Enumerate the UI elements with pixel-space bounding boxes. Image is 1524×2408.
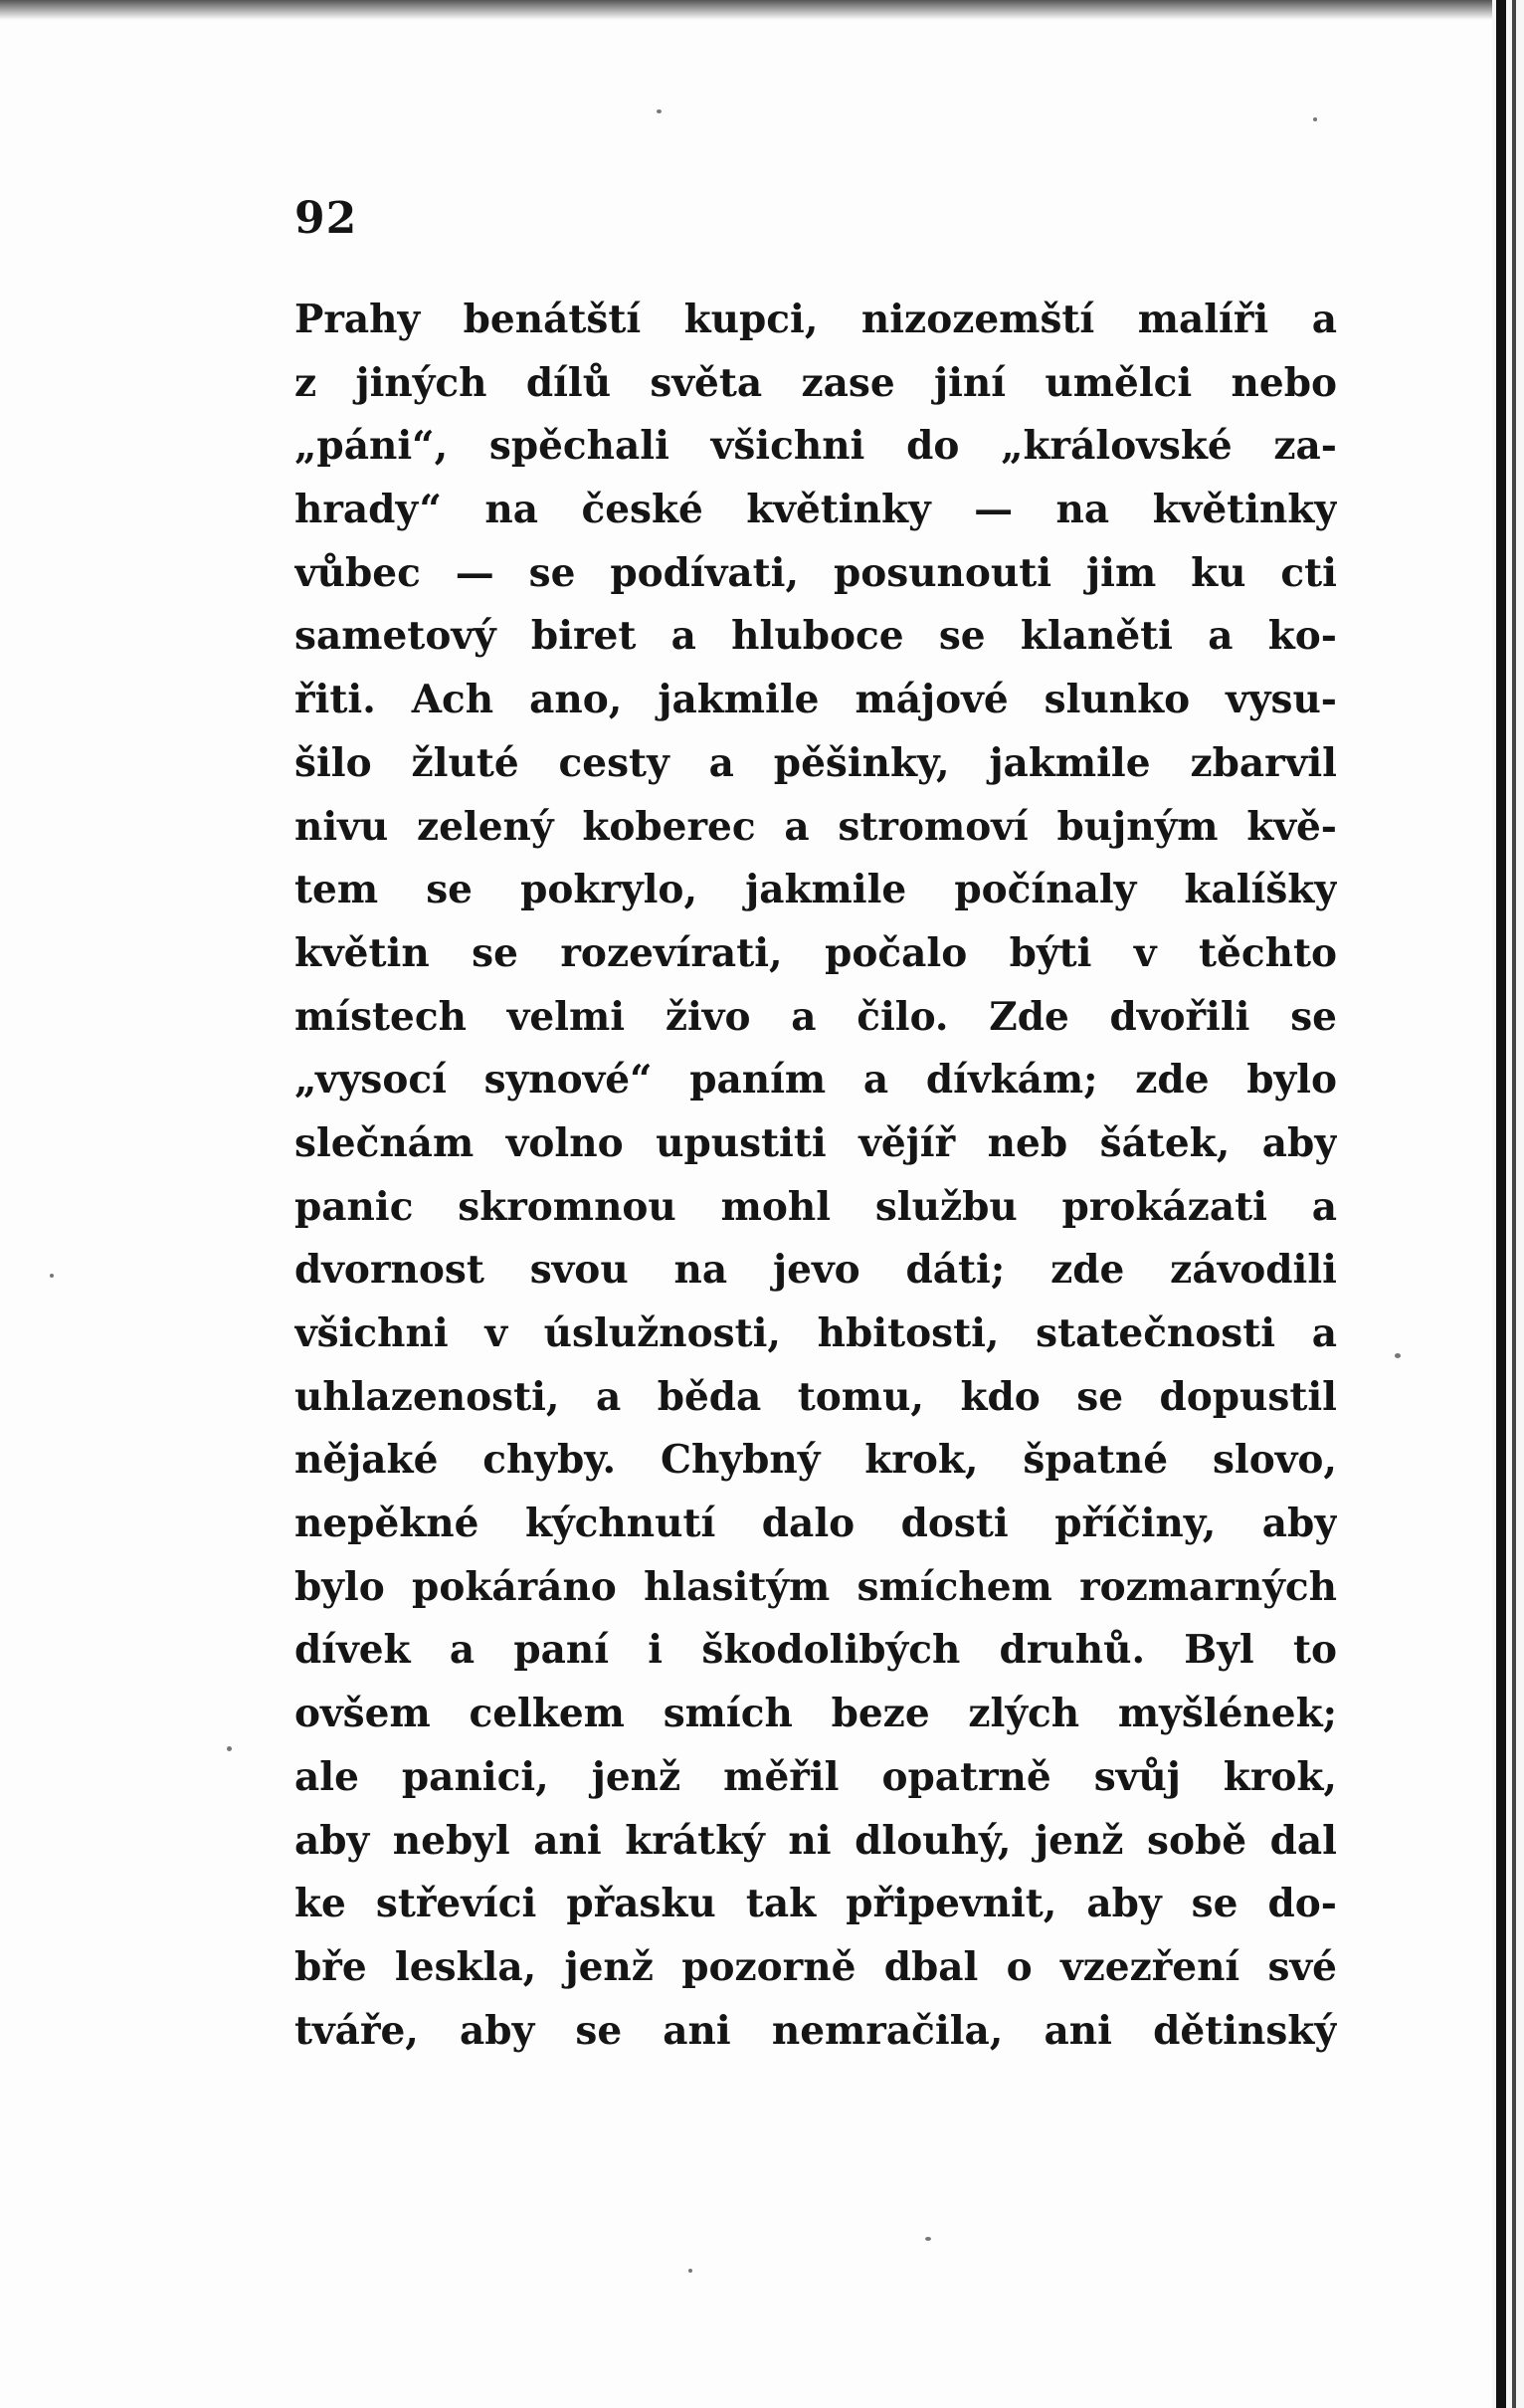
text-line: uhlazenosti, a běda tomu, kdo se dopustil — [294, 1373, 1337, 1420]
text-line: bylo pokáráno hlasitým smíchem rozmarných — [294, 1563, 1337, 1610]
text-line: Prahy benátští kupci, nizozemští malíři a — [294, 297, 1337, 342]
text-line: ke střevíci přasku tak připevnit, aby se do- — [294, 1881, 1337, 1927]
text-line: hrady“ na české květinky — na květinky — [294, 487, 1337, 533]
scan-top-shadow — [0, 0, 1524, 20]
text-line: „vysocí synové“ paním a dívkám; zde bylo — [294, 1057, 1337, 1104]
text-line: ale panici, jenž měřil opatrně svůj krok, — [294, 1753, 1337, 1800]
text-line: z jiných dílů světa zase jiní umělci nebo — [294, 359, 1337, 406]
text-line: tem se pokrylo, jakmile počínaly kalíšky — [294, 867, 1337, 913]
text-line: aby nebyl ani krátký ni dlouhý, jenž sobě dal — [294, 1817, 1337, 1864]
text-line: dvornost svou na jevo dáti; zde závodili — [294, 1247, 1337, 1294]
page-number: 92 — [294, 193, 358, 244]
text-line: řiti. Ach ano, jakmile májové slunko vysu- — [294, 677, 1337, 723]
text-line: ovšem celkem smích beze zlých myšlének; — [294, 1691, 1337, 1737]
text-line: tváře, aby se ani nemračila, ani dětinský — [294, 2007, 1337, 2054]
text-line: nepěkné kýchnutí dalo dosti příčiny, aby — [294, 1501, 1337, 1547]
text-line: vůbec — se podívati, posunouti jim ku cti — [294, 549, 1337, 596]
scan-speck — [688, 2269, 692, 2273]
text-line: místech velmi živo a čilo. Zde dvořili se — [294, 993, 1337, 1040]
body-text — [294, 289, 1337, 2063]
text-line: nivu zelený koberec a stromoví bujným kvě- — [294, 803, 1337, 850]
text-line: panic skromnou mohl službu prokázati a — [294, 1183, 1337, 1230]
text-line: květin se rozevírati, počalo býti v těchto — [294, 929, 1337, 976]
text-line: všichni v úslužnosti, hbitosti, statečnosti a — [294, 1310, 1337, 1356]
text-line: nějaké chyby. Chybný krok, špatné slovo, — [294, 1437, 1337, 1484]
text-line: sametový biret a hluboce se klaněti a ko- — [294, 613, 1337, 660]
text-line: slečnám volno upustiti vějíř neb šátek, aby — [294, 1119, 1337, 1166]
scan-speck — [50, 1274, 54, 1278]
scan-speck — [227, 1746, 232, 1751]
text-line: šilo žluté cesty a pěšinky, jakmile zbarvil — [294, 739, 1337, 786]
scan-speck — [925, 2237, 931, 2241]
scan-speck — [1395, 1353, 1401, 1358]
scan-right-edge — [1492, 0, 1524, 2408]
text-line: dívek a paní i škodolibých druhů. Byl to — [294, 1627, 1337, 1674]
scan-speck — [1313, 117, 1317, 121]
text-line: bře leskla, jenž pozorně dbal o vzezření své — [294, 1943, 1337, 1990]
scan-speck — [657, 109, 662, 113]
text-line: „páni“, spěchali všichni do „královské za- — [294, 423, 1337, 470]
